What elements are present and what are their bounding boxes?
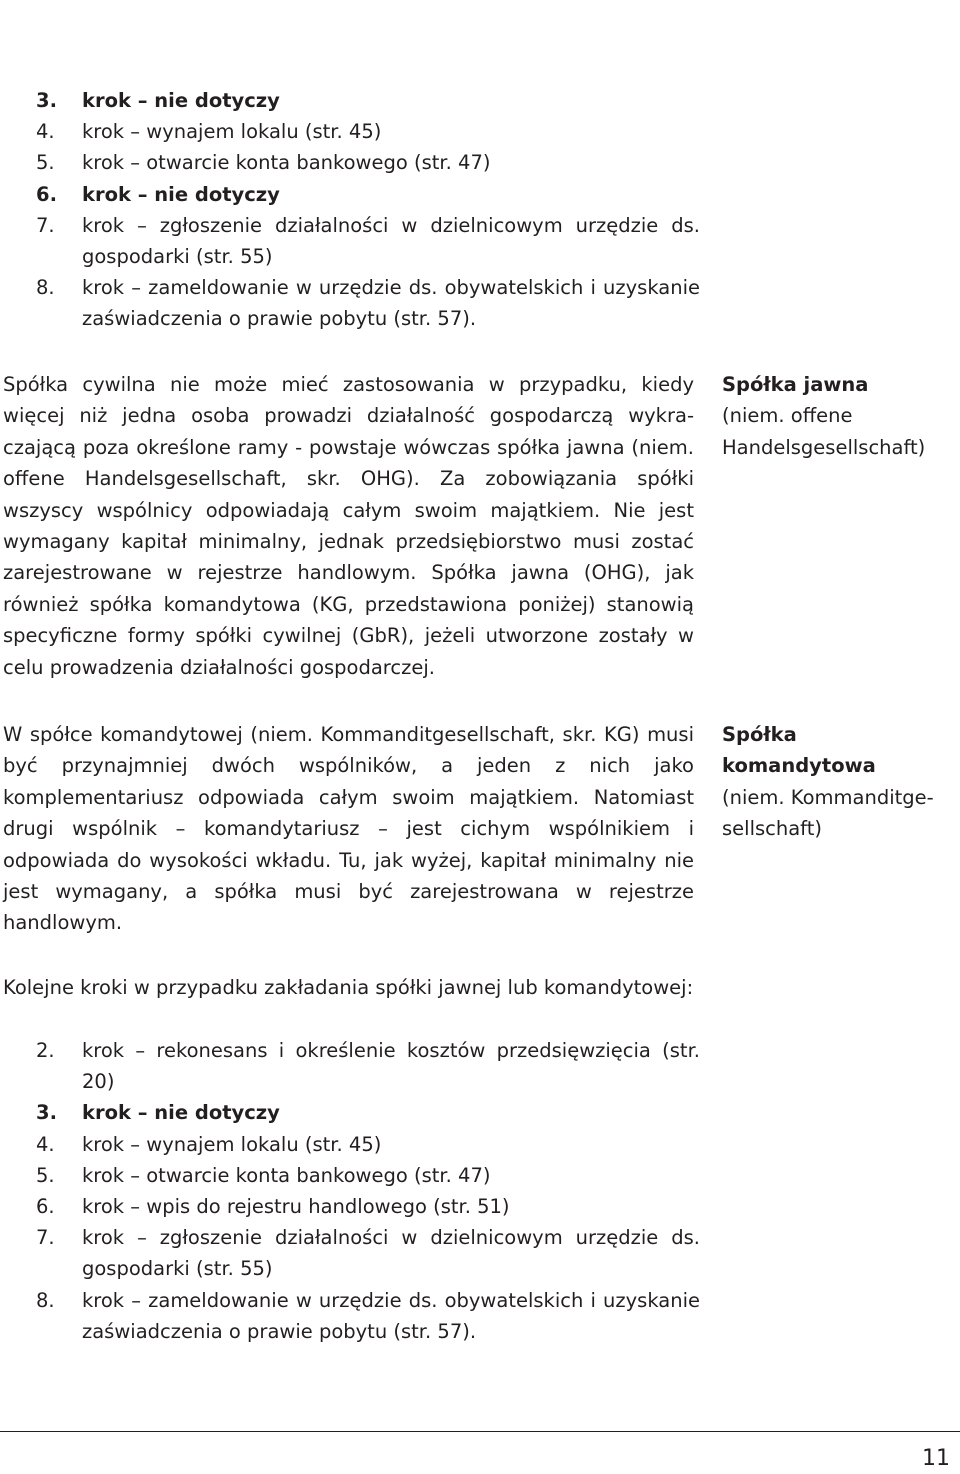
step-number: 3. [36, 89, 57, 112]
step-item [0, 179, 700, 210]
step-number: 2. [36, 1039, 55, 1062]
step-text: krok – zameldowanie w urzędzie ds. obywatelskich i uzyskanie zaświadczenia o prawie pobytu (str. 57). [82, 1288, 700, 1343]
step-number: 4. [36, 120, 55, 144]
steps-list-bottom [0, 1035, 700, 1347]
step-number: 5. [36, 1163, 55, 1187]
step-item [0, 1129, 700, 1160]
step-text: krok – wpis do rejestru handlowego (str. 51) [82, 1195, 510, 1219]
step-item [0, 1035, 700, 1097]
step-item [0, 1285, 700, 1347]
step-text: krok – zgłoszenie działalności w dzielnicowym urzędzie ds. gospodarki (str. 55) [82, 1226, 700, 1281]
step-item [0, 1191, 700, 1222]
step-text: krok – wynajem lokalu (str. 45) [82, 120, 382, 144]
step-text: krok – zgłoszenie działalności w dzielnicowym urzędzie ds. gospodarki (str. 55) [82, 213, 700, 269]
paragraph-spolka-komandytowa: W spółce komandytowej (niem. Kommanditgesellschaft, skr. KG) musi być przynajmniej dwóch wspólników, a jeden z nich jako komplementariusz odpowiada całym swoim majątkiem. Natomiast drugi wspólnik – komandytariusz – jest cichym wspólnikiem i odpowiada do wysokości wkładu. Tu, jak wyżej, kapitał minimalny nie jest wymagany, a spółka musi być zarejestrowana w rejestrze handlowym. [3, 723, 694, 935]
margin-note-gloss: (niem. Kommanditgesellschaft) [722, 785, 934, 841]
step-item [0, 272, 700, 334]
step-number: 7. [36, 213, 55, 237]
paragraph-kolejne-kroki: Kolejne kroki w przypadku zakładania spółki jawnej lub komandytowej: [3, 976, 694, 999]
paragraph-spolka-jawna: Spółka cywilna nie może mieć zastosowania w przypadku, kiedy więcej niż jedna osoba prowadzi działalność gospodarczą wykraczającą poza określone ramy - powstaje wówczas spółka jawna (niem. offene Handelsgesellschaft, skr. OHG). Za zobowiązania spółki wszyscy wspólnicy odpowiadają całym swoim majątkiem. Nie jest wymagany kapitał minimalny, jednak przedsiębiorstwo musi zostać zarejestrowane w rejestrze handlowym. Spółka jawna (OHG), jak również spółka komandytowa (KG, przedstawiona poniżej) stanowią specyficzne formy spółki cywilnej (GbR), jeżeli utworzone zostały w celu prowadzenia działalności gospodarczej. [3, 373, 694, 679]
step-number: 8. [36, 1288, 55, 1312]
step-item [0, 1097, 700, 1128]
step-item [0, 210, 700, 272]
margin-note-gloss: (niem. offene Handelsgesellschaft) [722, 404, 926, 459]
step-number: 6. [36, 1195, 55, 1219]
step-text: krok – zameldowanie w urzędzie ds. obywatelskich i uzyskanie zaświadczenia o prawie pobytu (str. 57). [82, 276, 700, 331]
step-number: 8. [36, 276, 55, 300]
step-number: 6. [36, 182, 57, 206]
step-item [0, 116, 700, 147]
step-text: krok – nie dotyczy [82, 1101, 280, 1125]
step-number: 4. [36, 1132, 55, 1156]
step-item [0, 1222, 700, 1284]
step-text: krok – otwarcie konta bankowego (str. 47) [82, 151, 491, 175]
step-item [0, 147, 700, 178]
step-number: 7. [36, 1226, 55, 1250]
step-number: 5. [36, 151, 55, 175]
page-number: 11 [922, 1446, 950, 1471]
margin-note-term: Spółka jawna [722, 373, 869, 396]
step-text: krok – rekonesans i określenie kosztów przedsięwzięcia (str. 20) [82, 1039, 700, 1094]
step-number: 3. [36, 1101, 57, 1125]
footer-divider [0, 1431, 960, 1432]
margin-note-spolka-komandytowa [722, 719, 952, 845]
step-text: krok – otwarcie konta bankowego (str. 47) [82, 1163, 491, 1187]
step-text: krok – nie dotyczy [82, 182, 280, 206]
margin-note-term: Spółka komandytowa [722, 723, 876, 778]
margin-note-spolka-jawna [722, 369, 952, 463]
step-text: krok – wynajem lokalu (str. 45) [82, 1132, 382, 1156]
step-item [0, 1160, 700, 1191]
steps-list-top [0, 85, 700, 335]
step-text: krok – nie dotyczy [82, 89, 280, 112]
step-item [0, 85, 700, 116]
